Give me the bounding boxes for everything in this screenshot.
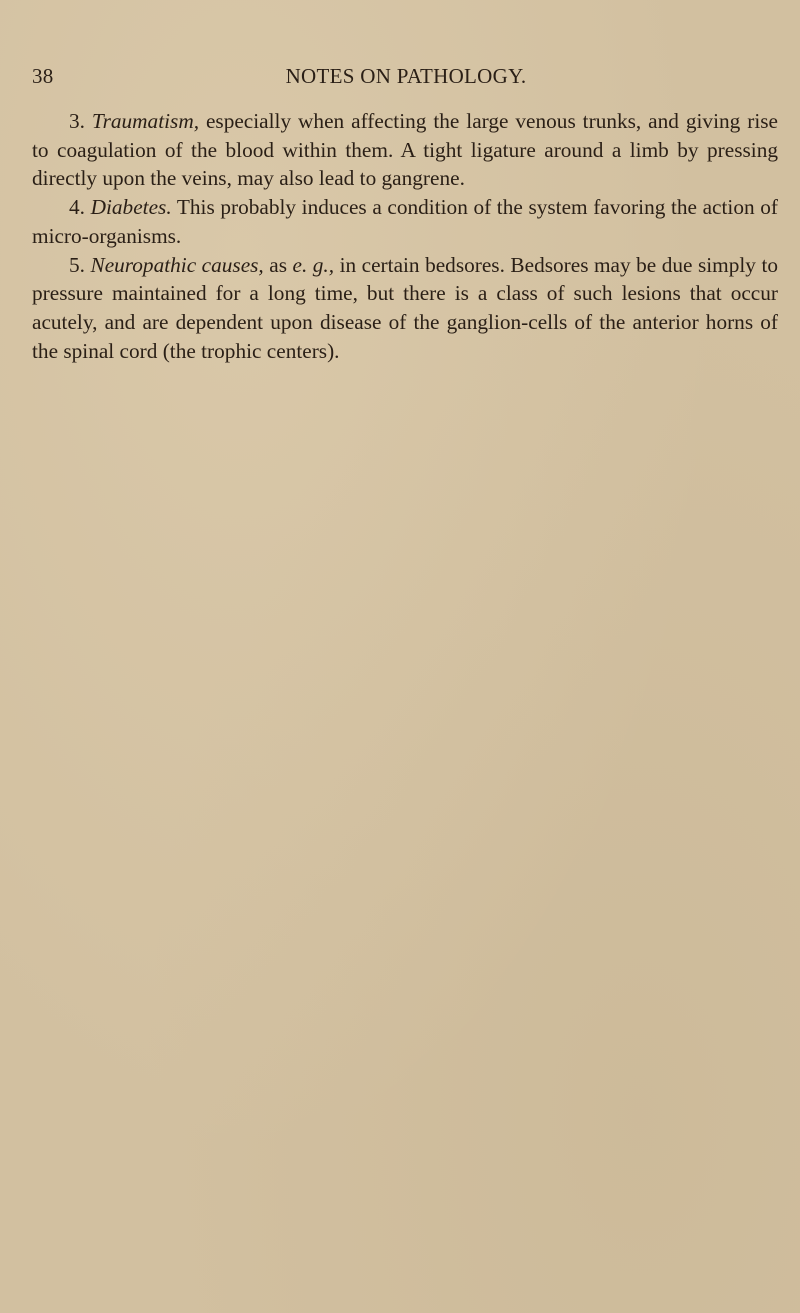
item-text: especially when affecting the large venous trunks, and giving rise to coagulation of the blood within them. A tight ligature around a limb by pressing directly upon the veins, may also lead to gangrene. — [32, 109, 778, 191]
paragraph-traumatism — [32, 107, 778, 193]
page-number: 38 — [32, 64, 54, 88]
item-abbreviation: e. g., — [292, 252, 335, 277]
item-term: Neuropathic causes, — [90, 252, 264, 277]
item-text: in certain bedsores. Bedsores may be due simply to pressure maintained for a long time, but there is a class of such lesions that occur acutely, and are dependent upon disease of the ganglion-cells of the anterior horns of the spinal cord (the trophic centers). — [32, 252, 779, 363]
item-term: Traumatism, — [91, 109, 200, 133]
item-text: This probably induces a condition of the system favoring the action of micro-organisms. — [32, 195, 778, 248]
item-number: 5. — [69, 252, 85, 277]
item-number: 4. — [69, 195, 85, 220]
paragraph-neuropathic-causes — [32, 251, 778, 366]
item-number: 3. — [69, 109, 85, 133]
body-text — [32, 107, 778, 365]
running-head — [32, 64, 780, 94]
item-term: Diabetes. — [90, 195, 172, 220]
paragraph-diabetes — [32, 193, 778, 250]
page-title: NOTES ON PATHOLOGY. — [285, 64, 527, 88]
item-connector: as — [269, 252, 288, 277]
